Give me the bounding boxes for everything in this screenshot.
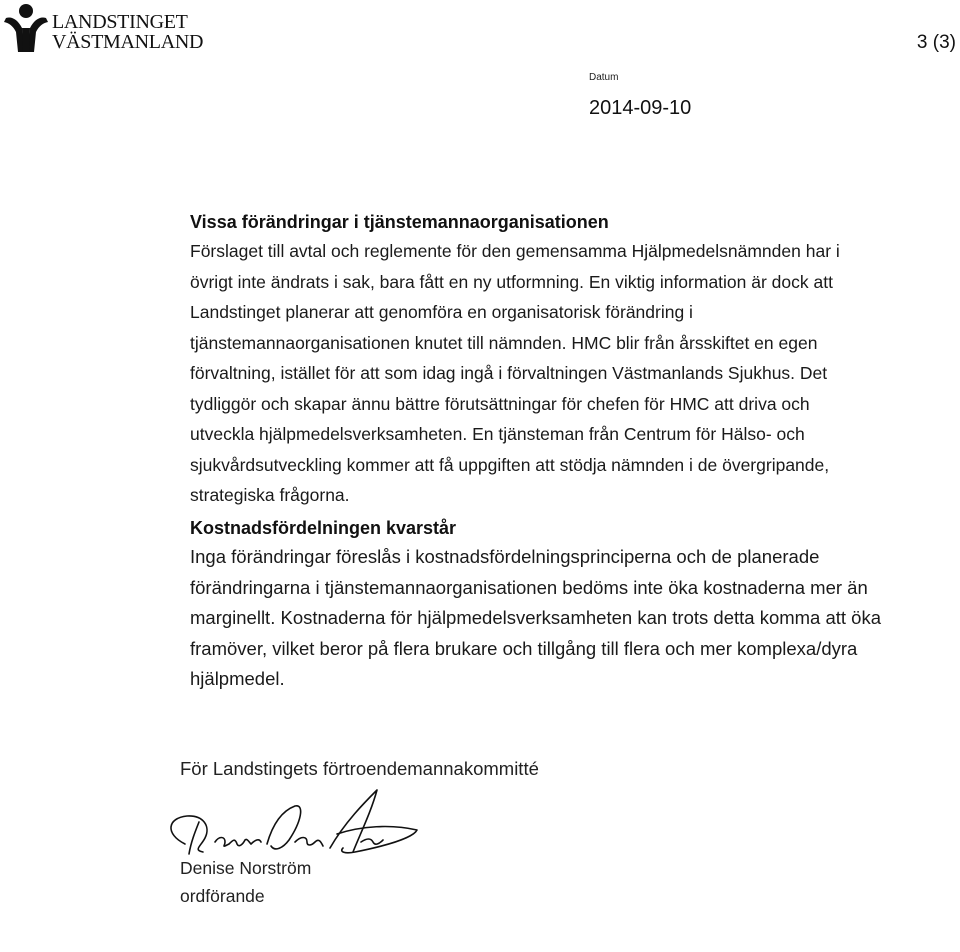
organization-name-line-1: LANDSTINGET <box>52 11 188 33</box>
body-line: tydliggör och skapar ännu bättre förutsättningar för chefen för HMC att driva och <box>190 393 810 414</box>
body-line: hjälpmedel. <box>190 668 285 689</box>
page-number: 3 (3) <box>916 32 956 53</box>
body-line: övrigt inte ändrats i sak, bara fått en ny utformning. En viktig information är dock att <box>190 271 833 292</box>
organization-logo <box>2 2 212 58</box>
section-heading: Kostnadsfördelningen kvarstår <box>190 518 457 538</box>
body-line: Landstinget planerar att genomföra en organisatorisk förändring i <box>190 302 693 322</box>
section-body <box>190 542 955 695</box>
body-line: framöver, vilket beror på flera brukare och tillgång till flera och mer komplexa/dyra <box>190 637 858 659</box>
section-organization-changes <box>190 208 955 511</box>
date-value: 2014-09-10 <box>589 97 692 119</box>
signer-title: ordförande <box>180 886 265 906</box>
body-line: förändringarna i tjänstemannaorganisationen bedöms inte öka kostnaderna mer än <box>190 576 868 598</box>
signer-name: Denise Norström <box>180 858 312 878</box>
body-line: strategiska frågorna. <box>190 485 350 505</box>
section-body <box>190 236 955 511</box>
section-cost-distribution <box>190 514 955 695</box>
body-line: marginellt. Kostnaderna för hjälpmedelsverksamheten kan trots detta komma att öka <box>190 607 882 628</box>
date-label: Datum <box>589 72 619 83</box>
body-line: tjänstemannaorganisationen knutet till nämnden. HMC blir från årsskiftet en egen <box>190 332 818 353</box>
body-line: sjukvårdsutveckling kommer att få uppgiften att stödja nämnden i de övergripande, <box>190 454 830 475</box>
body-line: Inga förändringar föreslås i kostnadsfördelningsprinciperna och de planerade <box>190 546 820 567</box>
organization-name <box>52 12 203 52</box>
organization-name-line-2: VÄSTMANLAND <box>52 31 204 53</box>
committee-name: För Landstingets förtroendemannakommitté <box>180 758 539 779</box>
landstinget-emblem-icon <box>2 2 50 54</box>
body-line: utveckla hjälpmedelsverksamheten. En tjänsteman från Centrum för Hälso- och <box>190 424 805 444</box>
body-line: Förslaget till avtal och reglemente för den gemensamma Hjälpmedelsnämnden har i <box>190 241 840 261</box>
section-heading: Vissa förändringar i tjänstemannaorganisationen <box>190 212 609 232</box>
body-line: förvaltning, istället för att som idag ingå i förvaltningen Västmanlands Sjukhus. Det <box>190 363 828 383</box>
